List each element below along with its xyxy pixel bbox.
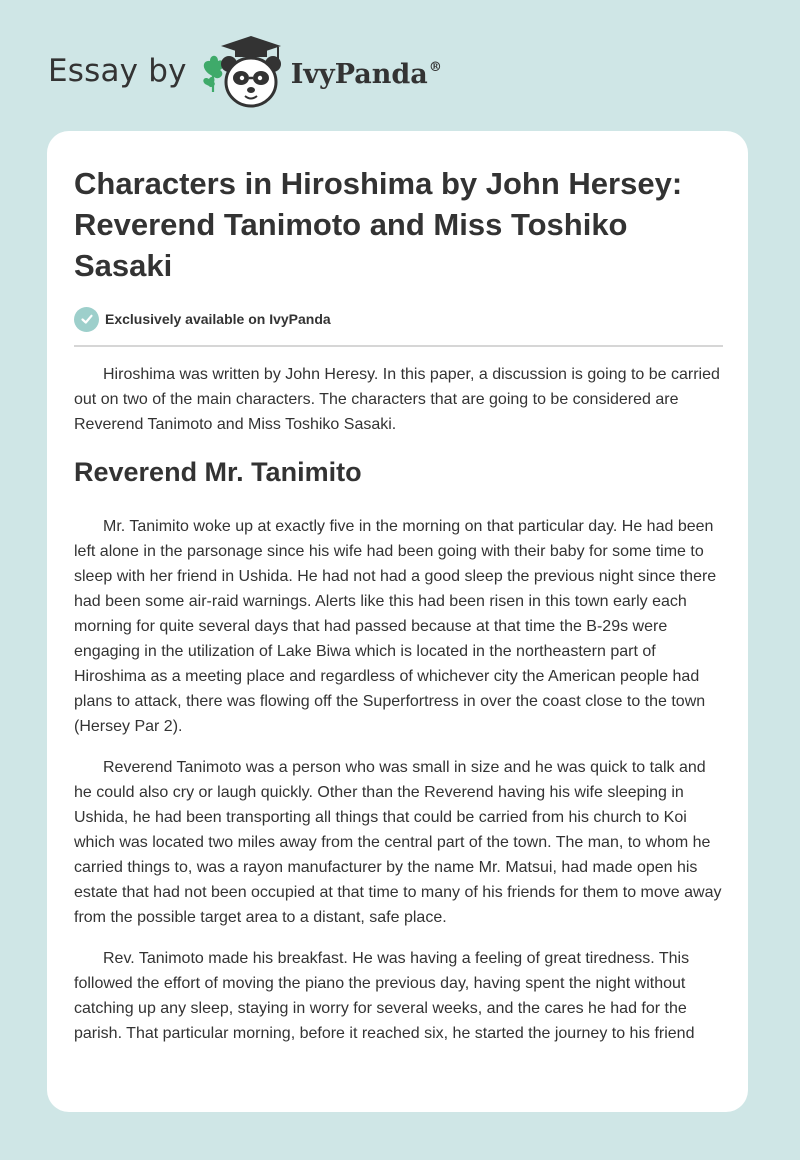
article-card <box>47 131 748 1112</box>
article-title: Characters in Hiroshima by John Hersey: Reverend Tanimoto and Miss Toshiko Sasaki <box>74 166 683 283</box>
exclusive-badge <box>74 305 331 333</box>
body-paragraph-2: Reverend Tanimoto was a person who was small in size and he was quick to talk and he could also cry or laugh quickly. Other than the Reverend having his wife sleeping in Ushida, he had been transporting all things that could be carried from his church to Koi which was located two miles away from the central part of the town. The man, to whom he carried things to, was a rayon manufacturer by the name Mr. Matsui, had made open his estate that had not been occupied at that time to many of his friends for them to move away from the possible target area to a distant, safe place. <box>74 759 722 926</box>
registered-mark: ® <box>428 59 442 75</box>
brand-label[interactable]: IvyPanda <box>290 58 428 90</box>
body-paragraph-3: Rev. Tanimoto made his breakfast. He was having a feeling of great tiredness. This followed the effort of moving the piano the previous day, having spent the night without catching up any sleep, staying in worry for several weeks, and the cares he had for the parish. That particular morning, before it reached six, he started the journey to his friend <box>74 950 695 1042</box>
intro-paragraph: Hiroshima was written by John Heresy. In this paper, a discussion is going to be carried out on two of the main characters. The characters that are going to be considered are Reverend Tanimoto and Miss Toshiko Sasaki. <box>74 366 720 433</box>
site-header <box>48 34 508 110</box>
brand-name[interactable] <box>291 59 442 90</box>
body-paragraph-1: Mr. Tanimito woke up at exactly five in the morning on that particular day. He had been left alone in the parsonage since his wife had been going with their baby for some time to sleep with her friend in Ushida. He had not had a good sleep the previous night since there had been some air-raid warnings. Alerts like this had been risen in this town early each morning for quite several days that had passed because at that time the B-29s were engaging in the utilization of Lake Biwa which is located in the northeastern part of Hiroshima as a meeting place and regardless of whichever city the American people had plans to attack, there was flowing off the Superfortress in over the coast close to the town (Hersey Par 2). <box>74 518 717 735</box>
essay-by-label: Essay by <box>48 53 187 89</box>
panda-logo-icon[interactable] <box>199 34 289 110</box>
exclusive-label: Exclusively available on IvyPanda <box>105 311 331 327</box>
section-heading: Reverend Mr. Tanimito <box>74 457 362 487</box>
check-icon <box>74 307 99 332</box>
ivy-leaf-icon <box>203 56 224 92</box>
title-divider <box>74 345 723 347</box>
